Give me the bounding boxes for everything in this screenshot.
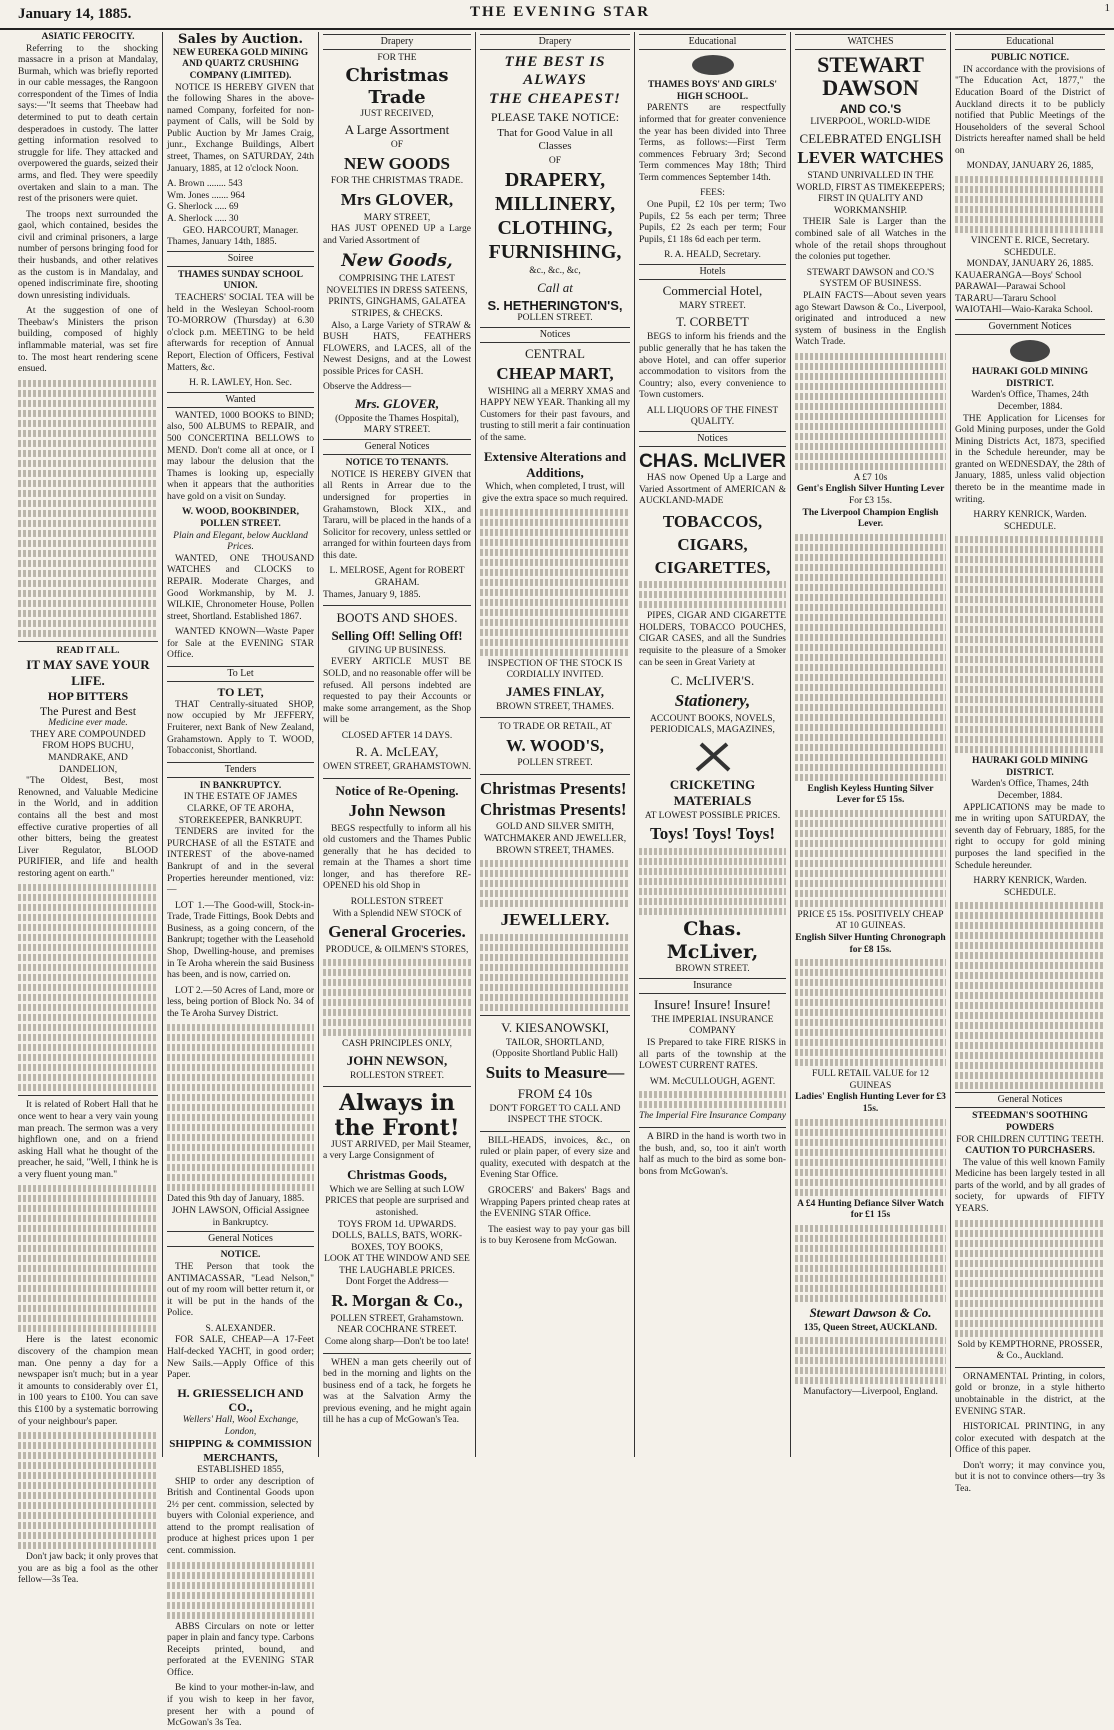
ad-signature: R. A. HEALD, Secretary. [664, 250, 761, 261]
ad-line: THE CHEAPEST! [489, 90, 621, 107]
ad-line: Sold by KEMPTHORNE, PROSSER, & Co., Auckland. [957, 1339, 1103, 1362]
ad-line: JUST RECEIVED, [360, 108, 434, 119]
ad-paragraph: BEGS to inform his friends and the public generally that he has taken the above Hotel, and can offer superior accommodation to visitors from the Country; also, every convenience to Town customers. [639, 332, 786, 401]
ad-paragraph: PARENTS are respectfully informed that for greater convenience the year has been divided into Three Terms, as follows:—First Term commences February 3rd; Second Term commences May 18th; Third Term commences September 14th. [639, 103, 786, 183]
ad-line: CAUTION TO PURCHASERS. [965, 1146, 1095, 1157]
text-block [18, 884, 158, 1091]
ad-line: BROWN STREET. [675, 964, 750, 975]
ad-title: Always in the Front! [334, 1090, 460, 1141]
text-block [639, 1091, 786, 1108]
text-block [639, 581, 786, 608]
ad-signature: JAMES FINLAY, [505, 683, 604, 699]
ad-line: PARAWAI—Parawai School [955, 282, 1066, 293]
ad-heading: READ IT ALL. [56, 645, 120, 656]
text-block [795, 959, 946, 1066]
ad-line: KAUAERANGA—Boys' School [955, 270, 1082, 281]
ad-line: CRICKETING MATERIALS [669, 776, 756, 808]
ad-line: Christmas Goods, [347, 1166, 447, 1182]
section-heading: Hotels [639, 264, 786, 280]
ad-paragraph: ORNAMENTAL Printing, in colors, gold or bronze, in a style hitherto unobtainable in the district, at the EVENING STAR. [955, 1371, 1105, 1417]
ad-line: TAILOR, SHORTLAND, [505, 1037, 605, 1048]
text-block [18, 1185, 158, 1332]
cricket-bats-icon [693, 740, 733, 774]
ad-line: INSPECTION OF THE STOCK IS CORDIALLY INVITED. [487, 658, 623, 681]
ad-line: FURNISHING, [488, 241, 622, 264]
ad-line: LEVER WATCHES [797, 148, 944, 168]
article-paragraph: The troops next surrounded the gaol, which contained, besides the civil and criminal prisoners, a large number of persons bringing food for their husbands, and other relatives as the custom is in Mandalay, and opened indiscriminate fire, shooting down unresisting individuals. [18, 209, 158, 301]
ad-title: HAURAKI GOLD MINING DISTRICT. [971, 756, 1089, 778]
ad-paragraph: BILL-HEADS, invoices, &c., on ruled or plain paper, of every size and quality, executed with despatch at the Evening Star Office. [480, 1135, 630, 1181]
ad-line: FOR CHILDREN CUTTING TEETH. [956, 1134, 1104, 1145]
ad-line: Warden's Office, Thames, 24th December, 1884. [971, 390, 1089, 412]
ad-line: CLOSED AFTER 14 DAYS. [341, 730, 453, 741]
ad-line: GOLD AND SILVER SMITH, WATCHMAKER AND JEWELLER, BROWN STREET, THAMES. [483, 822, 627, 856]
ad-line: Gent's English Silver Hunting Lever [796, 484, 945, 495]
ad-line: New Goods, [341, 251, 453, 272]
column-rule [475, 32, 476, 1457]
text-block [955, 536, 1105, 753]
ad-title: THAMES BOYS' AND GIRLS' HIGH SCHOOL. [647, 80, 778, 102]
school-emblem-icon [690, 53, 736, 77]
ad-paragraph: IS Prepared to take FIRE RISKS in all parts of the township at the LOWEST CURRENT RATES. [639, 1038, 786, 1072]
ad-line: OF [390, 140, 404, 151]
ad-subtitle: The Purest and Best [39, 703, 137, 718]
text-block [480, 860, 630, 907]
ad-line: POLLEN STREET. [517, 758, 593, 769]
ad-paragraph: HAS JUST OPENED UP a Large and Varied Assortment of [323, 224, 471, 246]
ad-line: The Liverpool Champion English Lever. [802, 507, 939, 530]
ad-subtitle: THEY ARE COMPOUNDED FROM HOPS BUCHU, MANDRAKE, AND DANDELION, [30, 729, 146, 775]
section-heading: Government Notices [955, 319, 1105, 335]
ad-line: Observe the Address— [323, 382, 412, 393]
section-heading: Drapery [480, 34, 630, 50]
ad-title: IT MAY SAVE YOUR LIFE. [26, 657, 150, 689]
ad-line: POLLEN STREET. [517, 313, 593, 324]
ad-title: CHEAP MART, [496, 364, 614, 384]
ad-line: SCHEDULE. [1004, 247, 1056, 258]
text-block [955, 1220, 1105, 1337]
ad-paragraph: A BIRD in the hand is worth two in the bush, and, so, too it ain't worth half as much to the bird as some bon-bons from McGowan's. [639, 1131, 786, 1177]
ad-line: AT LOWEST POSSIBLE PRICES. [644, 810, 781, 821]
ad-line: ROLLESTON STREET [350, 896, 444, 907]
section-heading: Notices [480, 327, 630, 343]
ad-signature: Stewart Dawson & Co. [809, 1304, 932, 1320]
text-block [795, 1225, 946, 1302]
text-block [955, 902, 1105, 1089]
ad-title: Notice of Re-Opening. [335, 782, 459, 798]
ad-line: (Opposite the Thames Hospital), MARY STREET. [335, 413, 459, 436]
ad-line: THE IMPERIAL INSURANCE COMPANY [651, 1014, 774, 1037]
ad-paragraph: The easiest way to pay your gas bill is to buy Kerosene from McGowan. [480, 1224, 630, 1247]
section-heading: Tenders [167, 762, 314, 778]
column-rule [318, 32, 319, 1457]
ad-title: THAMES SUNDAY SCHOOL UNION. [178, 269, 303, 292]
ad-paragraph: "The Oldest, Best, most Renowned, and Valuable Medicine in the World, and in addition contains all the best and most effective curative properties of all other bitters, being the greatest Liver Regulator, BLOOD PURIFIER, and life and health restoring agent on earth." [18, 776, 158, 879]
ad-paragraph: WHEN a man gets cheerily out of bed in the morning and lights on the business end of a tack, he forgets he was at the Salvation Army the previous evening, and he might again till he has a cup of McGowan's Tea. [323, 1357, 471, 1426]
ad-title: STEEDMAN'S SOOTHING POWDERS [972, 1111, 1088, 1133]
ad-line: SCHEDULE. [1004, 887, 1056, 898]
ad-signature: Chas. McLiver, [666, 917, 759, 964]
text-block [955, 176, 1105, 233]
ad-paragraph: NOTICE IS HEREBY GIVEN that the following Shares in the above-named Company, forfeited for non-payment of Calls, will be Sold by Public Auction by Mr James Craig, junr., Exchange Buildings, Albert street, Thames, on SATURDAY, 24th January, 1885, at 12 o'clock Noon. [167, 82, 314, 174]
section-heading: Educational [639, 34, 786, 50]
ad-line: Selling Off! Selling Off! [331, 627, 463, 643]
ad-line: That for Good Value in all Classes [497, 126, 613, 153]
text-block [795, 353, 946, 470]
ad-line: CELEBRATED ENGLISH [799, 130, 942, 146]
ad-paragraph: BEGS respectfully to inform all his old customers and the Thames Public generally that he has decided to remain at the Thames a short time longer, and has therefore RE-OPENED his old Shop in [323, 823, 471, 892]
ad-line: POLLEN STREET, Grahamstown. [330, 1313, 464, 1324]
ad-title: Insure! Insure! Insure! [654, 997, 771, 1013]
ad-line: TARARU—Tararu School [955, 293, 1057, 304]
ad-line: DON'T FORGET TO CALL AND INSPECT THE STOCK. [489, 1103, 621, 1126]
ad-paragraph: NOTICE IS HEREBY GIVEN that all Rents in Arrear due to the undersigned for properties in Grahamstown, Block XIX., and Tararu, will be placed in the hands of a Solicitor for recovery, unless settled or arranged for within fourteen days from this date. [323, 469, 471, 561]
ad-paragraph: THE Person that took the ANTIMACASSAR, "Lead Nelson," out of my room will better return it, or it will be put in the hands of the Police. [167, 1261, 314, 1319]
page-number: 1 [1104, 2, 1110, 14]
ad-line: DRAPERY, [504, 169, 606, 192]
section-heading: WATCHES [795, 34, 946, 50]
article-paragraph: Here is the latest economic discovery of the champion mean man. One penny a day for a newspaper isn't much; but in a year it amounts to considerably over £1, in 100 years to £100. You can save this £100 by a systematic borrowing of your neighbour's paper. [18, 1335, 158, 1427]
text-block [167, 1562, 314, 1619]
section-heading: General Notices [167, 1231, 314, 1247]
ad-line: With a Splendid NEW STOCK of [332, 908, 462, 919]
ad-signature: W. WOOD, BOOKBINDER, POLLEN STREET. [182, 507, 299, 530]
ad-line: LOOK AT THE WINDOW AND SEE THE LAUGHABLE PRICES. [324, 1254, 470, 1276]
ad-paragraph: WANTED, ONE THOUSAND WATCHES and CLOCKS to REPAIR. Moderate Charges, and Good Workmanship, by M. J. WILKIE, Chronometer House, Pollen street, Shortland. Established 1867. [167, 553, 314, 622]
column-3 [323, 32, 471, 1457]
ad-line: The Imperial Fire Insurance Company [639, 1111, 786, 1122]
newspaper-title: THE EVENING STAR [470, 4, 651, 20]
section-heading: Sales by Auction. [177, 32, 304, 47]
ad-signature: VINCENT E. RICE, Secretary. [970, 235, 1090, 246]
ad-paragraph: LOT 1.—The Good-will, Stock-in-Trade, Trade Fittings, Book Debts and Business, as a going concern, of the Bankrupt; together with the Leasehold Shop, Dwelling-house, and premises in Te Aroha wherein the said Business has been, and is now, carried on. [167, 900, 314, 981]
ad-signature: JOHN NEWSON, [346, 1053, 448, 1069]
column-4 [480, 32, 630, 1457]
ad-line: Call at [537, 279, 573, 295]
ad-paragraph: APPLICATIONS may be made to me in writing upon SATURDAY, the seventh day of February, 1885, for the right to occupy for gold mining purposes the land specified in the Schedule hereunder. [955, 802, 1105, 871]
ad-line: T. CORBETT [676, 314, 749, 330]
ad-title: W. WOOD'S, [506, 735, 604, 755]
ad-title: NEW EUREKA GOLD MINING AND QUARTZ CRUSHING COMPANY (LIMITED). [172, 47, 309, 82]
ad-title: BOOTS AND SHOES. [336, 610, 458, 626]
ad-line: Stationery, [674, 691, 751, 711]
section-heading: Educational [955, 34, 1105, 50]
ad-title: Christmas Trade [345, 64, 449, 108]
ad-title: CENTRAL [525, 346, 585, 362]
ad-signature: L. MELROSE, Agent for ROBERT GRAHAM. [329, 566, 465, 588]
ad-line: For £3 15s. [848, 496, 893, 506]
text-block [323, 959, 471, 1036]
ad-paragraph: Don't worry; it may convince you, but it is not to convince others—try 3s Tea. [955, 1460, 1105, 1494]
ad-paragraph: WANTED, 1000 BOOKS to BIND; also, 500 ALBUMS to REPAIR, and 500 CONCERTINA BELLOWS to MEND. Don't come all at once, or I may labour the delusion that the Thames is looking up, especially when it appears that the authorities have gold on a visit on Sunday. [167, 410, 314, 502]
ad-title: PUBLIC NOTICE. [990, 53, 1070, 64]
section-heading: To Let [167, 666, 314, 682]
ad-signature: HARRY KENRICK, Warden. [973, 876, 1087, 887]
ad-paragraph: EVERY ARTICLE MUST BE SOLD, and no reasonable offer will be refused. All persons indebted are requested to pay their Accounts or make some arrangement, as the Shop will be [323, 657, 471, 726]
ad-line: General Groceries. [328, 922, 466, 942]
ad-title: HAURAKI GOLD MINING DISTRICT. [971, 367, 1089, 389]
royal-crest-icon [1007, 338, 1053, 364]
ad-line: NEW GOODS [344, 153, 450, 173]
ad-line: A Large Assortment [344, 122, 450, 138]
ad-line: DOLLS, BALLS, BATS, WORK-BOXES, TOY BOOKS, [331, 1231, 463, 1253]
column-rule [162, 32, 163, 1457]
ad-signature: S. ALEXANDER. [205, 1323, 276, 1334]
ad-line: TO TRADE OR RETAIL, AT [498, 722, 612, 733]
ad-paragraph: ABBS Circulars on note or letter paper in plain and fancy type. Carbons Receipts printed, bound, and perforated at the EVENING STAR Office. [167, 1621, 314, 1678]
ad-line: Ladies' English Hunting Lever for £3 15s. [795, 1092, 946, 1114]
ad-title: STEWART DAWSON [817, 52, 924, 101]
ad-title: Christmas Presents! Christmas Presents! [480, 779, 627, 819]
column-rule [790, 32, 791, 1457]
ad-line: THE BEST IS ALWAYS [504, 54, 606, 89]
masthead [0, 0, 1114, 30]
ad-paragraph: FOR SALE, CHEAP—A 17-Feet Half-decked YACHT, in good order; New Sails.—Apply Office of this Paper. [167, 1335, 314, 1381]
ad-line: &c., &c., &c, [529, 266, 581, 277]
ad-paragraph: TENDERS are invited for the PURCHASE of all the ESTATE and INTEREST of the above-named Bankrupt of and in the several Properties hereunder mentioned, viz:— [167, 827, 314, 896]
ad-signature: HARRY KENRICK, Warden. [973, 510, 1087, 521]
ad-title: NOTICE. [220, 1250, 261, 1261]
ad-line: PLEASE TAKE NOTICE: [490, 110, 620, 125]
ad-signature: H. R. LAWLEY, Hon. Sec. [189, 378, 292, 389]
ad-line: PRODUCE, & OILMEN'S STORES, [325, 944, 469, 955]
ad-title: TO LET, [217, 685, 264, 700]
share-row: A. Brown ........ 543 [167, 179, 243, 190]
ad-line: FROM £4 10s [517, 1085, 593, 1101]
ad-line: Dont Forget the Address— [345, 1277, 449, 1288]
ad-title: IN BANKRUPTCY. [199, 780, 282, 791]
ad-line: Manufactory—Liverpool, England. [803, 1387, 938, 1398]
ad-subtitle: IN THE ESTATE OF JAMES CLARKE, OF TE AROHA, STOREKEEPER, BANKRUPT. [178, 792, 303, 826]
ad-line: MILLINERY, [494, 193, 616, 216]
ad-line: FOR THE CHRISTMAS TRADE. [330, 176, 464, 187]
text-block [639, 848, 786, 915]
ad-line: AND CO.'S [839, 102, 902, 117]
ad-line: Which, when completed, I trust, will give the extra space so much required. [482, 482, 628, 504]
ad-line: SCHEDULE. [1004, 521, 1056, 532]
ad-date: Thames, January 14th, 1885. [167, 237, 277, 248]
ad-paragraph: Also, a Large Variety of STRAW & BUSH HATS, FEATHERS FLOWERS, and LACES, all of the Newest Designs, and at the Lowest possible Prices for CASH. [323, 320, 471, 377]
column-1 [18, 32, 158, 1586]
section-heading: General Notices [323, 439, 471, 455]
ad-line: MONDAY, JANUARY 26, 1885. [966, 259, 1094, 270]
ad-paragraph: JUST ARRIVED, per Mail Steamer, a very Large Consignment of [323, 1139, 471, 1162]
ad-line: FEES: [700, 188, 725, 199]
ad-subtitle: ESTABLISHED 1855, [197, 1464, 284, 1475]
ad-line: ROLLESTON STREET. [349, 1070, 445, 1081]
ad-subtitle: Medicine ever made. [48, 718, 128, 729]
ad-paragraph: PIPES, CIGAR AND CIGARETTE HOLDERS, TOBACCO POUCHES, CIGAR CASES, and all the Sundries requisite to the pleasure of a Smoker can be seen in Great Variety at [639, 611, 786, 668]
article-paragraph: It is related of Robert Hall that he once went to hear a very vain young man preach. The sermon was a very highflown one, and on a friend asking Hall what he thought of the preacher, he said, "Well, I think he is a very fluent young man." [18, 1100, 158, 1180]
ad-line: Extensive Alterations and Additions, [483, 448, 627, 480]
text-block [18, 1432, 158, 1549]
ad-line: Suits to Measure— [485, 1062, 625, 1082]
ad-paragraph: SHIP to order any description of British and Continental Goods upon 2½ per cent. commission, selected by buyers with Colonial experience, and attend to the prompt realisation of produce at highest prices upon 1 per cent. commission. [167, 1476, 314, 1556]
ad-line: MARY STREET. [679, 300, 746, 311]
section-heading: Notices [639, 431, 786, 447]
ad-signature: GEO. HARCOURT, Manager. [182, 225, 299, 236]
issue-date: January 14, 1885. [18, 6, 132, 22]
ad-signature: WM. McCULLOUGH, AGENT. [649, 1076, 776, 1087]
article-paragraph: Don't jaw back; it only proves that you are as big a fool as the other fellow—3s Tea. [18, 1552, 158, 1586]
ad-paragraph: TEACHERS' SOCIAL TEA will be held in the Wesleyan School-room TO-MORROW (Thursday) at 6.30 o'clock p.m. MEETING to be held afterwards for reception of Annual Report, Election of Officers, Festival Matters, &c. [167, 293, 314, 373]
column-rule [950, 32, 951, 1457]
ad-line: WAIOTAHI—Waio-Karaka School. [955, 305, 1093, 316]
ad-line: English Silver Hunting Chronograph for £8 15s. [795, 933, 946, 955]
text-block [480, 509, 630, 656]
text-block [795, 534, 946, 781]
ad-line: LIVERPOOL, WORLD-WIDE [810, 117, 931, 127]
ad-paragraph: HAS now Opened Up a Large and Varied Assortment of AMERICAN & AUCKLAND-MADE [639, 473, 786, 507]
share-row: A. Sherlock ..... 30 [167, 213, 239, 224]
section-heading: Soiree [167, 251, 314, 267]
ad-title: Commercial Hotel, [662, 283, 763, 299]
ad-line: John Newson [348, 800, 446, 820]
text-block [795, 1337, 946, 1384]
ad-line: Toys! Toys! Toys! [649, 824, 776, 844]
ad-line: A £4 Hunting Defiance Silver Watch for £1 15s [797, 1198, 944, 1221]
ad-title: CHAS. McLIVER [639, 451, 786, 473]
ad-line: Warden's Office, Thames, 24th December, 1884. [971, 779, 1089, 802]
ad-line: PRICE £5 15s. POSITIVELY CHEAP AT 10 GUINEAS. [797, 909, 944, 932]
ad-line: 135, Queen Street, AUCKLAND. [803, 1322, 938, 1333]
text-block [795, 810, 946, 907]
ad-line: FOR THE [377, 53, 417, 64]
column-2 [167, 32, 314, 1729]
ad-line: C. McLIVER'S. [670, 673, 755, 689]
ad-paragraph: GROCERS' and Bakers' Bags and Wrapping Papers printed cheap rates at the EVENING STAR Office. [480, 1186, 630, 1220]
ad-line: CIGARETTES, [654, 557, 771, 577]
ad-paragraph: One Pupil, £2 10s per term; Two Pupils, £2 5s each per term; Three Pupils, £2 2s each per term; Four Pupils, £1 18s 6d each per term. [639, 199, 786, 245]
ad-date: Dated this 9th day of January, 1885. [167, 1194, 305, 1205]
article-heading: ASIATIC FEROCITY. [41, 32, 135, 42]
ad-signature: R. A. McLEAY, [355, 744, 439, 760]
ad-line: BROWN STREET, THAMES. [496, 701, 614, 712]
ad-note: Plain and Elegant, below Auckland Prices. [173, 530, 308, 553]
ad-paragraph: THAT Centrally-situated SHOP, now occupied by Mr JEFFERY, Fruiterer, next Bank of New Zealand, Grahamstown. Apply to T. WOOD, Tobacconist, Shortland. [167, 699, 314, 757]
ad-title: V. KIESANOWSKI, [501, 1019, 609, 1035]
ad-line: JEWELLERY. [500, 910, 610, 930]
ad-line: OWEN STREET, GRAHAMSTOWN. [323, 762, 471, 773]
ad-line: STEWART DAWSON and CO.'S SYSTEM OF BUSINESS. [806, 267, 935, 290]
ad-line: A £7 10s [853, 472, 888, 483]
share-list [167, 179, 314, 225]
ad-line: TOBACCOS, [662, 512, 763, 532]
ad-line: Mrs GLOVER, [340, 190, 454, 209]
ad-signature: JOHN LAWSON, Official Assignee in Bankruptcy. [171, 1206, 310, 1228]
ad-line: ACCOUNT BOOKS, NOVELS, PERIODICALS, MAGAZINES, [650, 713, 775, 736]
ad-line: CASH PRINCIPLES ONLY, [342, 1039, 452, 1050]
ad-paragraph: PLAIN FACTS—About seven years ago Stewart Dawson & Co., Liverpool, originated and introduced a new system of business in the English Watch Trade. [795, 290, 946, 348]
ad-paragraph: THE Application for Licenses for Gold Mining purposes, under the Gold Mining Districts Act, 1873, specified in the Schedule hereunder, may be granted on WEDNESDAY, the 28th of January, 1885, unless valid objection thereto be in the meantime made in writing. [955, 413, 1105, 505]
ad-line: GIVING UP BUSINESS. [348, 645, 446, 656]
column-7 [955, 32, 1105, 1494]
ad-line: MONDAY, JANUARY 26, 1885, [966, 161, 1094, 172]
ad-paragraph: THEIR Sale is Larger than the combined sale of all Watches in the whole of the retail shops throughout the colonies put together. [795, 217, 946, 263]
share-row: Wm. Jones ....... 964 [167, 190, 245, 201]
ad-line: Mrs. GLOVER, [354, 395, 440, 411]
ad-line: NEAR COCHRANE STREET. [337, 1325, 457, 1336]
text-block [18, 380, 158, 637]
section-heading: General Notices [955, 1092, 1105, 1108]
column-6 [795, 32, 946, 1457]
ad-subtitle: Wellers' Hall, Wool Exchange, London, [182, 1414, 299, 1437]
ad-date: Thames, January 9, 1885. [323, 589, 421, 600]
article-paragraph: At the suggestion of one of Theebaw's Ministers the prison building, composed of highly inflammable material, was set fire to. The most heart rendering scene ensued. [18, 306, 158, 375]
article-paragraph: Referring to the shocking massacre in a prison at Mandalay, Burmah, which was briefly reported in our cable messages, the Rangoon correspondent of the Times of India says:—"It seems that Theebaw had determined to put to death certain desperadoes in custody. The latter getting information resolved to struggle for life. They attacked and overpowered the guards, seized their arms, and fled. They were speedily overtaken and slain to a man. The rest of the prisoners were quiet. [18, 43, 158, 205]
ad-line: CLOTHING, [497, 217, 613, 240]
ad-line: OF [548, 155, 562, 166]
ad-title: H. GRIESSELICH AND CO., [177, 1385, 304, 1415]
ad-signature: S. HETHERINGTON'S, [487, 297, 623, 313]
ad-line: ALL LIQUORS OF THE FINEST QUALITY. [646, 405, 779, 428]
ad-line: Which we are Selling at such LOW PRICES that people are surprised and astonished. [325, 1184, 469, 1218]
ad-line: English Keyless Hunting Silver Lever for £5 15s. [807, 783, 934, 806]
ad-paragraph: The value of this well known Family Medicine has been largely tested in all parts of the world, and by all grades of society, for upwards of FIFTY YEARS. [955, 1157, 1105, 1215]
share-row: G. Sherlock ..... 69 [167, 202, 239, 213]
ad-line: COMPRISING THE LATEST NOVELTIES IN DRESS SATEENS, PRINTS, GINGHAMS, GALATEA STRIPES, & CHECKS. [326, 274, 468, 319]
ad-line: (Opposite Shortland Public Hall) [492, 1049, 618, 1060]
ad-paragraph: IN accordance with the provisions of "The Education Act, 1877," the Education Board of the District of Auckland directs it to be publicly notified that Public Meetings of the Householders of the several School Districts hereafter named shall be held on [955, 64, 1105, 156]
text-block [167, 1024, 314, 1191]
column-5 [639, 32, 786, 1457]
section-heading: Wanted [167, 392, 314, 408]
text-block [795, 1119, 946, 1196]
text-block [480, 934, 630, 1011]
ad-subtitle: SHIPPING & COMMISSION MERCHANTS, [169, 1438, 312, 1464]
ad-paragraph: HISTORICAL PRINTING, in any color executed with despatch at the Office of this paper. [955, 1422, 1105, 1456]
ad-line: FULL RETAIL VALUE for 12 GUINEAS [812, 1069, 929, 1091]
ad-paragraph: WANTED KNOWN—Waste Paper for Sale at the EVENING STAR Office. [167, 627, 314, 661]
ad-paragraph: Be kind to your mother-in-law, and if you wish to keep in her favor, present her with a pound of McGowan's 3s Tea. [167, 1683, 314, 1729]
ad-line: Come along sharp—Don't be too late! [324, 1336, 470, 1347]
ad-line: TOYS FROM 1d. UPWARDS. [337, 1219, 457, 1230]
ad-signature: R. Morgan & Co., [331, 1291, 463, 1311]
column-rule [634, 32, 635, 1457]
ad-line: CIGARS, [677, 534, 748, 554]
ad-line: MARY STREET, [363, 212, 431, 223]
section-heading: Drapery [323, 34, 471, 50]
ad-paragraph: LOT 2.—50 Acres of Land, more or less, being portion of Block No. 34 of the Te Aroha Survey District. [167, 985, 314, 1019]
ad-paragraph: WISHING all a MERRY XMAS and HAPPY NEW YEAR. Thanking all my Customers for their past favours, and trusting to still merit a fair continuation of the same. [480, 386, 630, 444]
section-heading: Insurance [639, 978, 786, 994]
ad-line: STAND UNRIVALLED IN THE WORLD, FIRST AS TIMEKEEPERS; FIRST IN QUALITY AND WORKMANSHIP. [796, 171, 945, 216]
ad-subtitle: HOP BITTERS [47, 689, 129, 704]
ad-title: NOTICE TO TENANTS. [345, 458, 449, 469]
